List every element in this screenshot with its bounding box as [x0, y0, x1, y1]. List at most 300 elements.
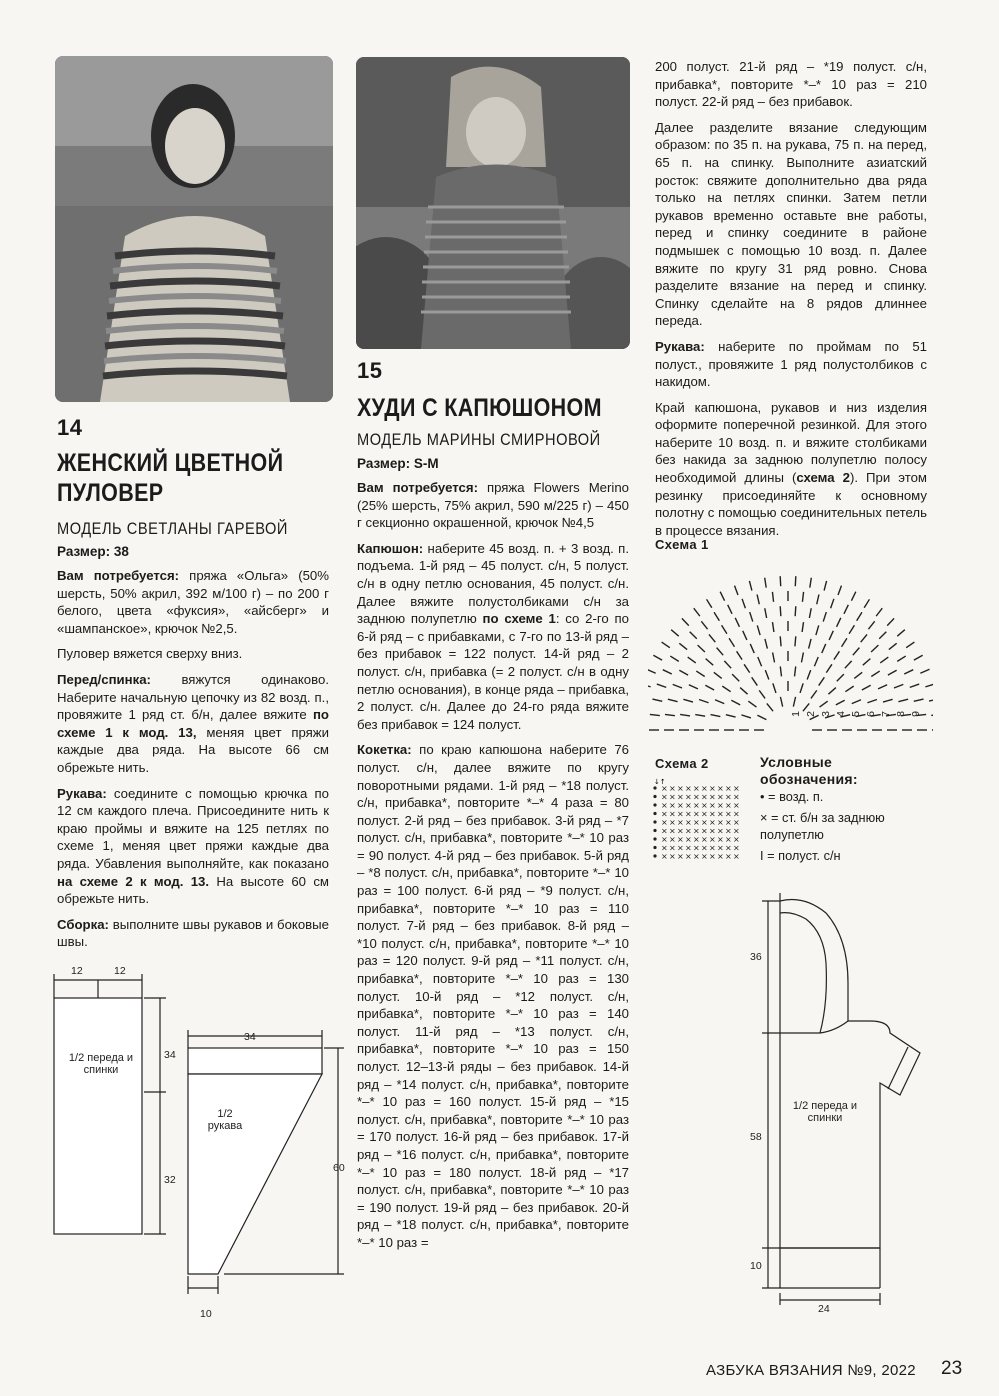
hdc-stitch-mark [810, 578, 812, 588]
hdc-stitch-mark [683, 699, 693, 702]
sc-stitch-mark: × [669, 792, 676, 802]
sc-stitch-mark: × [709, 809, 716, 819]
hdc-stitch-mark [878, 685, 887, 689]
model-14-sleeves-bold: на схеме 2 к мод. 13. [57, 873, 210, 889]
hdc-stitch-mark [773, 683, 776, 693]
chain-dot [653, 854, 656, 857]
legend-hdc: I = полуст. с/н [760, 848, 841, 863]
sc-stitch-mark: × [717, 792, 724, 802]
sc-stitch-mark: × [661, 792, 668, 802]
model-15-yoke-text: по краю капюшона наберите 76 полуст. с/н, далее вяжите по кругу поворотными рядами. 1-й ряд – *18 полуст. с/н, прибавка*, повторите *–* 4 раза = 80 полуст. 2-й ряд – без прибавок. 3-й ряд – *7 полуст. с/н, прибавка*, повторите *–* 10 раз = 90 полуст. 4-й ряд – без прибавок. 5-й ряд – *8 полуст. с/н, прибавка*, повторите *–* 10 раз = 100 полуст. 6-й ряд – *9 полуст. с/н, прибавка*, повторите *–* 10 раз = 110 полуст. 7-й ряд – без прибавок. 8-й ряд – *10 полуст. с/н, прибавка*, повторите *–* 10 раз = 120 полуст. 9-й ряд – *11 полуст. с/н, прибавка*, повторите *–* 10 раз = 130 полуст. 10-й ряд – *12 полуст. с/н, прибавка*, повторите *–* 10 раз = 140 полуст. 11-й ряд – *13 полуст. с/н, прибавка*, повторите *–* 10 раз = 150 полуст. 12–13-й ряды – без прибавок. 14-й ряд – *14 полуст. с/н, прибавка*, повторите *–* 10 раз = 160 полуст. 15-й ряд – *15 полуст. с/н, прибавка*, повторите *–* 10 раз = 170 полуст. 16-й ряд – без прибавок. 17-й ряд – *16 полуст. с/н, прибавка*, повторите *–* 10 раз = 180 полуст. 18-й ряд – *17 полуст. с/н, прибавка*, повторите *–* 10 раз = 190 полуст. 19-й ряд – без прибавок. 20-й ряд – *18 полуст. с/н, прибавка*, повторите *–* 10 раз = [357, 742, 629, 1250]
chain-dot [653, 837, 656, 840]
hdc-stitch-mark [741, 715, 751, 718]
hdc-stitch-mark [689, 685, 698, 689]
hdc-stitch-mark [682, 618, 689, 625]
hdc-stitch-mark [744, 664, 750, 672]
chain-dot [653, 803, 656, 806]
sc-stitch-mark: × [661, 801, 668, 810]
scheme-2-chart [652, 778, 742, 866]
sc-stitch-mark: × [709, 835, 716, 844]
hdc-stitch-mark [897, 656, 905, 661]
model-15-materials-text: пряжа Flowers Merino (25% шерсть, 75% акрил, 590 м/225 г) – 450 г секционно окрашенной, крючок №4,5 [357, 480, 630, 531]
model-14-size: Размер: 38 [57, 544, 129, 559]
hdc-stitch-mark [795, 636, 796, 646]
body-panel-label: 1/2 переда и спинки [68, 1052, 134, 1076]
sc-stitch-mark: × [725, 843, 732, 853]
hdc-stitch-mark [834, 651, 839, 659]
hdc-stitch-mark [722, 625, 727, 633]
model-15-cont1: 200 полуст. 21-й ряд – *19 полуст. с/н, прибавка*, повторите *–* 10 раз = 210 полуст. 22-й ряд – без прибавок. [655, 59, 927, 110]
hdc-stitch-mark [735, 618, 739, 627]
hdc-stitch-mark [765, 670, 769, 679]
sc-stitch-mark: × [725, 852, 732, 861]
model-14-front [57, 671, 329, 777]
sc-stitch-mark: × [709, 826, 716, 836]
hdc-stitch-mark [836, 700, 845, 705]
hdc-stitch-mark [742, 599, 745, 608]
model-14-assembly-text: выполните швы рукавов и боковые швы. [57, 916, 329, 950]
sc-stitch-mark: × [717, 852, 724, 861]
sc-stitch-mark: × [733, 809, 740, 819]
row-number: 5 [849, 711, 862, 717]
hdc-stitch-mark [897, 630, 905, 637]
sc-stitch-mark: × [661, 852, 668, 861]
hdc-stitch-mark [780, 606, 781, 616]
hdc-stitch-mark [904, 670, 913, 674]
hdc-stitch-mark [728, 605, 732, 614]
photo-woman-hooded-top-icon [356, 57, 630, 349]
sc-stitch-mark: × [717, 784, 724, 793]
hdc-stitch-mark [795, 666, 796, 676]
dim-sleeve-bottom: 10 [200, 1308, 212, 1320]
sc-stitch-mark: × [709, 784, 716, 793]
sc-stitch-mark: × [661, 835, 668, 844]
sc-stitch-mark: × [701, 784, 708, 793]
sc-stitch-mark: × [725, 792, 732, 802]
sc-stitch-mark: × [677, 835, 684, 844]
hdc-stitch-mark [871, 645, 878, 652]
dim-top-b: 12 [114, 965, 126, 977]
hoodie-body-label: 1/2 переда и спинки [792, 1100, 858, 1124]
hdc-stitch-mark [737, 651, 742, 659]
hdc-stitch-mark [765, 608, 767, 618]
hdc-stitch-mark [816, 625, 819, 635]
hdc-stitch-mark [851, 592, 855, 601]
hdc-stitch-mark [829, 631, 833, 640]
model-14-title-line1: ЖЕНСКИЙ ЦВЕТНОЙ [57, 449, 284, 477]
sc-stitch-mark: × [725, 818, 732, 827]
model-15-materials [357, 479, 629, 532]
sc-stitch-mark: × [677, 818, 684, 827]
model-14-sleeves-text1: соедините с помощью крючка по 12 см каждого плеча. Присоедините нить к краю проймы и вяжите на 125 петлях по схеме 1, меняя цвет пряжи каждые два ряда. Убавления выполняйте, как показано [57, 785, 329, 871]
scheme-1-row-numbers [789, 706, 933, 728]
hdc-stitch-mark [698, 645, 705, 652]
hdc-stitch-mark [914, 655, 923, 660]
legend-title-line1: Условные [760, 754, 833, 770]
hdc-stitch-mark [876, 608, 882, 616]
hdc-stitch-mark [849, 625, 854, 633]
sc-stitch-mark: × [725, 809, 732, 819]
model-14-assembly [57, 916, 329, 951]
hdc-stitch-mark [732, 674, 739, 681]
sc-stitch-mark: × [677, 809, 684, 819]
sc-stitch-mark: × [693, 835, 700, 844]
chain-dot [653, 829, 656, 832]
sc-stitch-mark: × [669, 835, 676, 844]
hdc-stitch-mark [711, 715, 721, 717]
model-14-number: 14 [57, 415, 83, 440]
sc-stitch-mark: × [717, 818, 724, 827]
sc-stitch-mark: × [677, 843, 684, 853]
hdc-stitch-mark [731, 700, 740, 705]
row-number: 9 [909, 711, 922, 717]
pattern-diagram-14 [48, 962, 348, 1322]
model-15-sleeves [655, 338, 927, 391]
hdc-stitch-mark [759, 690, 765, 698]
hdc-stitch-mark [857, 612, 862, 620]
sc-stitch-mark: × [725, 835, 732, 844]
hdc-stitch-mark [690, 632, 697, 639]
sc-stitch-mark: × [685, 792, 692, 802]
hdc-stitch-mark [837, 618, 841, 627]
hdc-stitch-mark [772, 622, 773, 632]
direction-arrows-icon: ↓↑ [654, 778, 666, 786]
dim-sleeve-height: 60 [333, 1162, 345, 1174]
sc-stitch-mark: × [733, 801, 740, 810]
hdc-stitch-mark [767, 703, 773, 711]
sc-stitch-mark: × [693, 784, 700, 793]
model-15-hood-text2: : со 2-го по 6-й ряд – с прибавками, с 7-го по 13-й ряд – без прибавок = 122 полуст. 14-й ряд – 2 полуст. с/н, прибавка (= 2 полуст. с/н в одну петлю основания), в конце ряда – прибавка, 2 полуст. с/н. Далее до 24-го ряда вяжите без прибавок = 124 полуст. [357, 611, 629, 732]
legend-sc: × = ст. б/н за заднюю полупетлю [760, 810, 885, 842]
hdc-stitch-mark [842, 638, 847, 646]
hdc-stitch-mark [898, 699, 908, 701]
sc-stitch-mark: × [717, 826, 724, 836]
model-14-text [57, 567, 329, 959]
hdc-stitch-mark [740, 688, 747, 695]
sc-stitch-mark: × [669, 852, 676, 861]
sc-stitch-mark: × [693, 818, 700, 827]
sc-stitch-mark: × [685, 835, 692, 844]
hdc-stitch-mark [726, 715, 736, 717]
model-15-sleeves-label: Рукава: [655, 338, 705, 354]
hdc-stitch-mark [863, 659, 871, 666]
row-number: 6 [864, 711, 877, 717]
hdc-stitch-mark [688, 657, 696, 663]
hdc-stitch-mark [861, 634, 867, 642]
chain-dot [653, 795, 656, 798]
sc-stitch-mark: × [685, 809, 692, 819]
hdc-stitch-mark [831, 599, 834, 608]
hdc-stitch-mark [880, 657, 888, 663]
hdc-stitch-mark [772, 592, 773, 602]
hdc-stitch-mark [925, 684, 933, 687]
footer-magazine: АЗБУКА ВЯЗАНИЯ №9, 2022 [706, 1362, 916, 1379]
model-14-sleeves [57, 785, 329, 908]
sc-stitch-mark: × [709, 843, 716, 853]
hdc-stitch-mark [780, 697, 782, 707]
hdc-stitch-mark [701, 621, 707, 629]
hdc-stitch-mark [822, 644, 826, 653]
scheme-2-label: Схема 2 [655, 756, 709, 771]
hdc-stitch-mark [864, 599, 869, 607]
hdc-stitch-mark [888, 670, 897, 675]
model-14-title [57, 448, 283, 508]
model-14-materials-label: Вам потребуется: [57, 568, 180, 583]
model-14-sleeves-label: Рукава: [57, 785, 107, 801]
sc-stitch-mark: × [661, 818, 668, 827]
dim-hood-height: 36 [750, 951, 762, 963]
model-14-assembly-label: Сборка: [57, 916, 109, 932]
hdc-stitch-mark [757, 594, 759, 604]
hdc-stitch-mark [765, 639, 767, 649]
hdc-stitch-mark [668, 699, 678, 701]
sc-stitch-mark: × [677, 801, 684, 810]
sc-stitch-mark: × [733, 835, 740, 844]
legend [760, 754, 930, 864]
model-15-cont2: Далее разделите вязание следующим образом: по 35 п. на рукава, 75 п. на перед, 65 п. на спинку. Выполните азиатский росток: свяжите дополнительно два ряда только на петлях спинки. Затем петли рукавов временно оставьте вне работы, перед и спинку соедините в районе подмышек с помощью 10 возд. п. Далее вяжите по кругу 31 ряд ровно. Снова разделите вязание на перед и спинку. Спинку сделайте на 8 рядов длиннее переда. [655, 119, 927, 329]
sc-stitch-mark: × [717, 809, 724, 819]
hdc-stitch-mark [817, 594, 819, 604]
sc-stitch-mark: × [669, 784, 676, 793]
model-15-yoke [357, 741, 629, 1251]
sc-stitch-mark: × [701, 843, 708, 853]
hdc-stitch-mark [648, 669, 656, 673]
hdc-stitch-mark [852, 700, 861, 704]
hdc-stitch-mark [714, 672, 722, 678]
hdc-stitch-mark [853, 648, 860, 656]
sc-stitch-mark: × [701, 801, 708, 810]
sc-stitch-mark: × [693, 843, 700, 853]
sc-stitch-mark: × [685, 852, 692, 861]
sc-stitch-mark: × [669, 809, 676, 819]
hdc-stitch-mark [670, 656, 678, 661]
page-number: 23 [941, 1358, 963, 1379]
hdc-stitch-mark [714, 612, 719, 620]
scheme-1-label: Схема 1 [655, 537, 709, 552]
hdc-stitch-mark [809, 608, 811, 618]
hdc-stitch-mark [920, 669, 929, 673]
row-number: 7 [879, 711, 892, 717]
hdc-stitch-mark [699, 699, 708, 702]
dim-top-a: 12 [71, 965, 83, 977]
sc-stitch-mark: × [693, 792, 700, 802]
hdc-stitch-mark [748, 701, 756, 707]
sc-stitch-mark: × [677, 784, 684, 793]
hdc-stitch-mark [673, 684, 682, 688]
hdc-stitch-mark [906, 642, 914, 648]
hdc-stitch-mark [914, 699, 924, 701]
sc-stitch-mark: × [733, 792, 740, 802]
hdc-stitch-mark [801, 653, 803, 663]
sc-stitch-mark: × [685, 784, 692, 793]
sc-stitch-mark: × [701, 852, 708, 861]
hdc-stitch-mark [750, 612, 753, 622]
sc-stitch-mark: × [701, 835, 708, 844]
sc-stitch-mark: × [709, 801, 716, 810]
sc-stitch-mark: × [669, 801, 676, 810]
hdc-stitch-mark [671, 630, 679, 637]
hdc-stitch-mark [758, 657, 762, 666]
row-number: 8 [894, 711, 907, 717]
hdc-stitch-mark [844, 605, 848, 614]
hdc-stitch-mark [743, 631, 747, 640]
sc-stitch-mark: × [733, 818, 740, 827]
model-15-text-continued [655, 58, 927, 547]
sc-stitch-mark: × [709, 852, 716, 861]
sc-stitch-mark: × [701, 792, 708, 802]
row-number: 3 [819, 711, 832, 717]
hdc-stitch-mark [722, 686, 730, 692]
sc-stitch-mark: × [661, 826, 668, 836]
model-14-front-label: Перед/спинка: [57, 671, 151, 687]
sc-stitch-mark: × [701, 809, 708, 819]
hdc-stitch-mark [773, 653, 775, 663]
hdc-stitch-mark [650, 714, 660, 715]
model-14-front-bold: по схеме 1 к мод. 13, [57, 707, 329, 740]
chain-dot [653, 786, 656, 789]
hdc-stitch-mark [845, 686, 853, 692]
hdc-stitch-mark [757, 625, 760, 635]
photo-hoodie [356, 57, 630, 349]
hdc-stitch-mark [811, 690, 817, 698]
sc-stitch-mark: × [693, 809, 700, 819]
chain-dot [653, 846, 656, 849]
hdc-stitch-mark [715, 700, 724, 704]
hdc-stitch-mark [802, 592, 803, 602]
dim-right-a: 34 [164, 1049, 176, 1061]
hdc-stitch-mark [735, 586, 738, 595]
row-number: 1 [789, 711, 802, 717]
model-15-hood-text1: наберите 45 возд. п. + 3 возд. п. подъема. 1-й ряд – 45 полуст. с/н, 5 полуст. с/н в одну петлю основания, 45 полуст. с/н. Далее вяжите полустолбиками с/н за заднюю полупетлю [357, 540, 629, 627]
sc-stitch-mark: × [661, 809, 668, 819]
model-15-edging-bold: схема 2 [796, 470, 850, 486]
sc-stitch-mark: × [733, 826, 740, 836]
hdc-stitch-mark [750, 644, 754, 653]
sc-stitch-mark: × [709, 792, 716, 802]
model-15-hood-label: Капюшон: [357, 540, 424, 556]
legend-chain: • = возд. п. [760, 789, 824, 804]
sc-stitch-mark: × [661, 843, 668, 853]
model-15-author: МОДЕЛЬ МАРИНЫ СМИРНОВОЙ [357, 430, 601, 449]
photo-woman-striped-pullover-icon [55, 56, 333, 402]
hdc-stitch-mark [663, 670, 672, 674]
hdc-stitch-mark [837, 674, 844, 681]
hdc-stitch-mark [717, 648, 724, 656]
model-15-sleeves-text: наберите по проймам по 51 полуст., провяжите 1 ряд полустолбиков с накидом. [655, 338, 927, 390]
hdc-stitch-mark [695, 715, 705, 717]
sc-stitch-mark: × [685, 801, 692, 810]
hdc-stitch-mark [894, 684, 903, 688]
hdc-stitch-mark [707, 599, 712, 607]
hdc-stitch-mark [696, 671, 704, 676]
sc-stitch-mark: × [709, 818, 716, 827]
hdc-stitch-mark [749, 581, 752, 591]
photo-pullover [55, 56, 333, 402]
hdc-stitch-mark [826, 664, 832, 672]
model-14-materials [57, 567, 329, 637]
row-number: 2 [804, 711, 817, 717]
model-15-title: ХУДИ С КАПЮШОНОМ [357, 394, 602, 422]
hdc-stitch-mark [709, 634, 715, 642]
hdc-stitch-mark [824, 581, 827, 591]
sc-stitch-mark: × [701, 818, 708, 827]
sc-stitch-mark: × [733, 852, 740, 861]
hdc-stitch-mark [765, 578, 767, 588]
hdc-stitch-mark [694, 608, 700, 616]
sc-stitch-mark: × [693, 801, 700, 810]
sc-stitch-mark: × [701, 826, 708, 836]
model-15-edging-text2: ). При этом резинку присоединяйте к основному полотну с помощью соединительных петель в процессе вязания. [655, 470, 927, 538]
dim-band-height: 10 [750, 1260, 762, 1272]
hdc-stitch-mark [871, 671, 879, 676]
model-15-number: 15 [357, 358, 383, 383]
hdc-stitch-mark [807, 670, 811, 679]
hdc-stitch-mark [862, 685, 871, 690]
sc-stitch-mark: × [693, 852, 700, 861]
hdc-stitch-mark [679, 670, 688, 675]
model-14-author: МОДЕЛЬ СВЕТЛАНЫ ГАРЕВОЙ [57, 519, 288, 538]
model-15-edging [655, 399, 927, 540]
model-14-front-text2: меняя цвет пряжи каждые два ряда. На высоте 66 см обрежьте нить. [57, 724, 329, 775]
hdc-stitch-mark [729, 638, 734, 646]
hdc-stitch-mark [752, 677, 758, 685]
sc-stitch-mark: × [685, 843, 692, 853]
hdc-stitch-mark [854, 672, 862, 678]
hdc-stitch-mark [929, 699, 933, 701]
sc-stitch-mark: × [677, 792, 684, 802]
dim-body-height: 58 [750, 1131, 762, 1143]
hdc-stitch-mark [665, 714, 675, 715]
sc-stitch-mark: × [661, 784, 668, 793]
hdc-stitch-mark [823, 612, 826, 622]
sc-stitch-mark: × [733, 843, 740, 853]
hdc-stitch-mark [845, 661, 852, 668]
hdc-stitch-mark [706, 659, 714, 666]
sc-stitch-mark: × [677, 852, 684, 861]
hdc-stitch-mark [757, 715, 766, 719]
hdc-stitch-mark [795, 606, 796, 616]
hdc-stitch-mark [809, 639, 811, 649]
sc-stitch-mark: × [733, 784, 740, 793]
sc-stitch-mark: × [685, 818, 692, 827]
sleeve-panel-label: 1/2 рукава [207, 1108, 243, 1132]
hdc-stitch-mark [705, 685, 714, 690]
legend-title-line2: обозначения: [760, 771, 858, 787]
model-14-front-text1: вяжутся одинаково. Наберите начальную цепочку из 82 возд. п., провяжите 1 ряд ст. б/н, далее вяжите [57, 671, 329, 723]
sc-stitch-mark: × [725, 826, 732, 836]
sc-stitch-mark: × [669, 843, 676, 853]
dim-width: 24 [818, 1303, 830, 1315]
model-15-hood [357, 540, 629, 734]
sc-stitch-mark: × [669, 818, 676, 827]
hdc-stitch-mark [802, 622, 803, 632]
hdc-stitch-mark [883, 699, 893, 702]
hdc-stitch-mark [652, 699, 662, 701]
row-number: 4 [834, 711, 847, 717]
chain-dot [653, 820, 656, 823]
sc-stitch-mark: × [685, 826, 692, 836]
hdc-stitch-mark [724, 661, 731, 668]
sc-stitch-mark: × [669, 826, 676, 836]
hdc-stitch-mark [910, 684, 919, 687]
model-14-intro: Пуловер вяжется сверху вниз. [57, 646, 243, 662]
sc-stitch-mark: × [693, 826, 700, 836]
model-15-size: Размер: S-M [357, 456, 439, 471]
model-15-text [357, 479, 629, 1260]
hdc-stitch-mark [879, 632, 886, 639]
sc-stitch-mark: × [717, 835, 724, 844]
hdc-stitch-mark [780, 636, 781, 646]
